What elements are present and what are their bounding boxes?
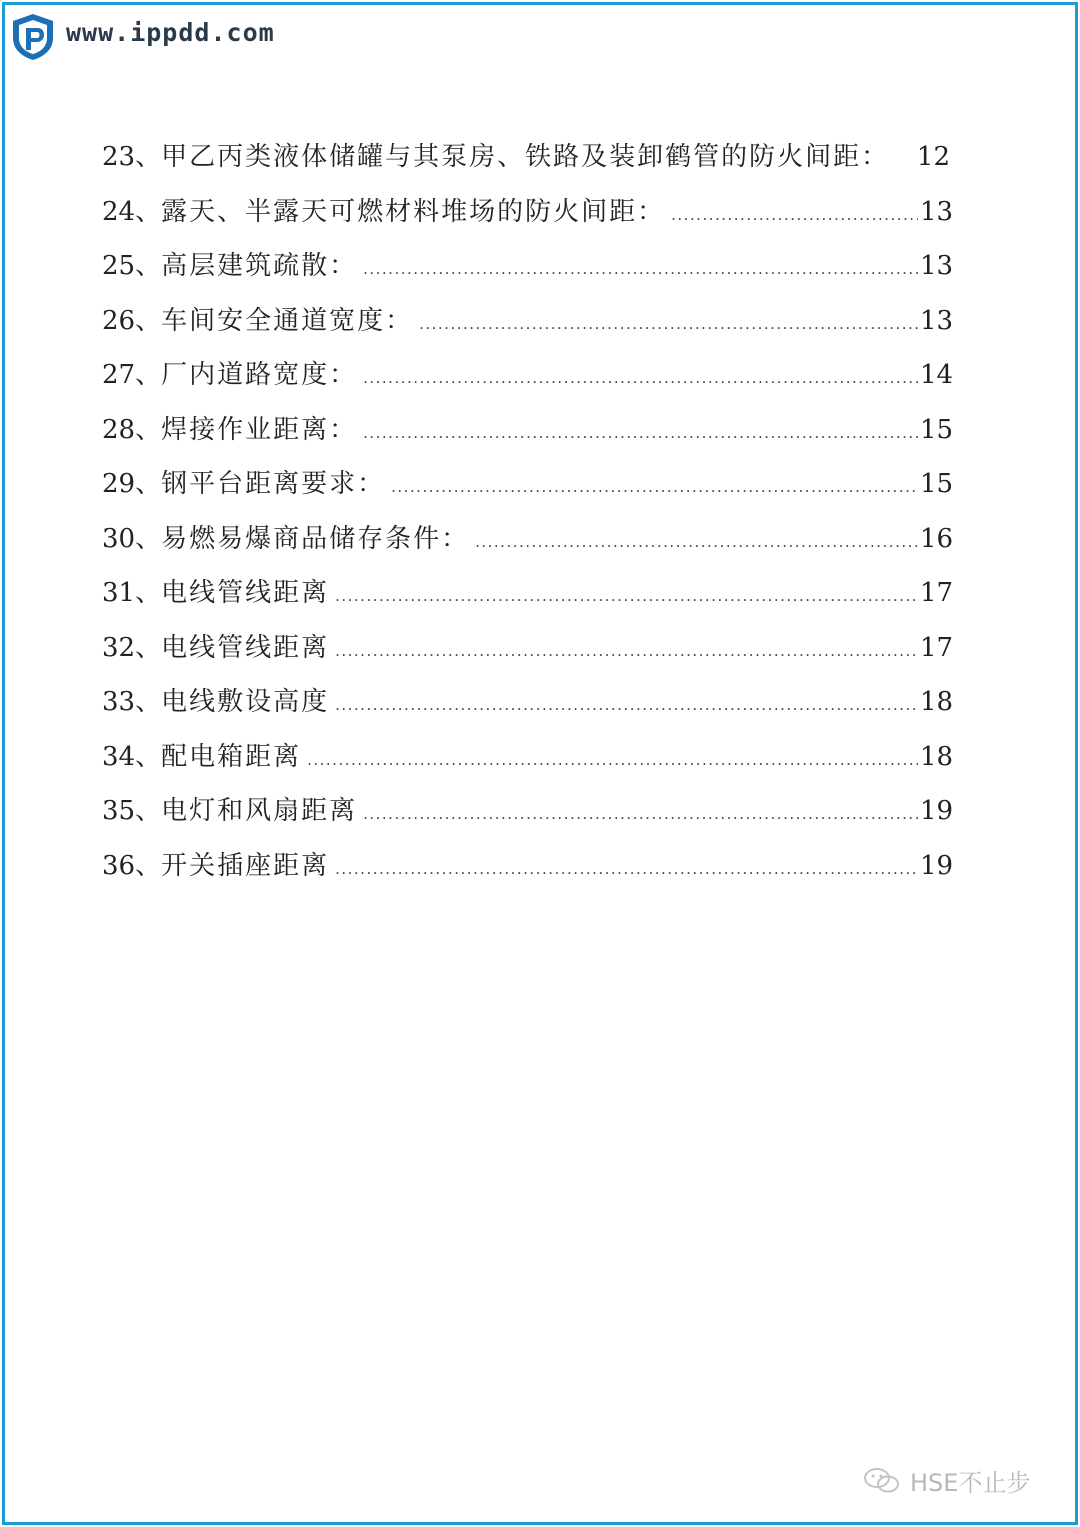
toc-page: 17 — [920, 632, 954, 663]
toc-number: 25、 — [102, 251, 162, 281]
toc-entry[interactable] — [102, 136, 950, 191]
toc-entry[interactable] — [102, 354, 954, 409]
toc-page: 19 — [920, 850, 954, 881]
toc-entry[interactable] — [102, 300, 954, 355]
toc-entry[interactable] — [102, 845, 954, 900]
toc-leader — [475, 533, 918, 551]
toc-number: 32、 — [102, 632, 162, 663]
toc-title: 电线管线距离 — [161, 578, 330, 608]
toc-page: 13 — [920, 305, 954, 336]
toc-page: 19 — [920, 796, 954, 826]
toc-title: 配电箱距离 — [161, 741, 302, 772]
toc-number: 30、 — [102, 523, 162, 554]
toc-page: 15 — [920, 469, 954, 499]
toc-title: 焊接作业距离： — [161, 414, 358, 445]
toc-leader — [363, 260, 918, 278]
shield-p-logo-icon — [10, 12, 56, 62]
toc-title: 电线敷设高度 — [161, 687, 330, 717]
toc-leader — [335, 587, 918, 605]
toc-number: 36、 — [102, 850, 162, 881]
toc-page: 17 — [920, 578, 954, 608]
toc-number: 28、 — [102, 414, 162, 445]
toc-title: 钢平台距离要求： — [161, 469, 386, 499]
toc-entry[interactable] — [102, 681, 954, 736]
toc-number: 27、 — [102, 360, 162, 390]
toc-leader — [307, 751, 918, 769]
toc-number: 26、 — [102, 305, 162, 336]
toc-leader — [363, 805, 918, 823]
toc-title: 甲乙丙类液体储罐与其泵房、铁路及装卸鹤管的防火间距： — [161, 142, 890, 172]
toc-leader — [335, 860, 918, 878]
toc-page: 16 — [920, 523, 954, 554]
toc-title: 开关插座距离 — [161, 850, 330, 881]
toc-number: 31、 — [102, 578, 162, 608]
toc-entry[interactable] — [102, 191, 954, 246]
toc-number: 34、 — [102, 741, 162, 772]
toc-page: 18 — [920, 741, 954, 772]
toc-entry[interactable] — [102, 790, 954, 845]
toc-number: 35、 — [102, 796, 162, 826]
toc-leader — [419, 315, 918, 333]
toc-leader — [335, 642, 918, 660]
toc-entry[interactable] — [102, 409, 954, 464]
toc-title: 电线管线距离 — [161, 632, 330, 663]
toc-title: 露天、半露天可燃材料堆场的防火间距： — [161, 196, 666, 227]
watermark — [862, 1463, 1030, 1498]
site-url[interactable]: www.ippdd.com — [66, 18, 275, 47]
toc-number: 24、 — [102, 196, 162, 227]
toc-page: 12 — [916, 142, 950, 172]
toc-entry[interactable] — [102, 627, 954, 682]
toc-page: 13 — [920, 251, 954, 281]
toc-title: 车间安全通道宽度： — [161, 305, 414, 336]
toc-leader — [335, 696, 918, 714]
toc-leader — [363, 369, 918, 387]
toc-entry[interactable] — [102, 463, 954, 518]
toc-title: 电灯和风扇距离 — [161, 796, 358, 826]
table-of-contents — [102, 136, 954, 899]
toc-entry[interactable] — [102, 518, 954, 573]
toc-number: 33、 — [102, 687, 162, 717]
toc-entry[interactable] — [102, 572, 954, 627]
toc-leader — [363, 424, 918, 442]
toc-page: 13 — [920, 196, 954, 227]
toc-leader — [391, 478, 918, 496]
toc-entry[interactable] — [102, 245, 954, 300]
toc-title: 易燃易爆商品储存条件： — [161, 523, 470, 554]
toc-entry[interactable] — [102, 736, 954, 791]
toc-leader — [671, 206, 918, 224]
toc-number: 29、 — [102, 469, 162, 499]
toc-page: 15 — [920, 414, 954, 445]
wechat-icon — [862, 1466, 902, 1496]
toc-page: 14 — [920, 360, 954, 390]
toc-title: 厂内道路宽度： — [161, 360, 358, 390]
toc-title: 高层建筑疏散： — [161, 251, 358, 281]
toc-page: 18 — [920, 687, 954, 717]
watermark-text: HSE不止步 — [910, 1469, 1031, 1497]
toc-number: 23、 — [102, 142, 162, 172]
